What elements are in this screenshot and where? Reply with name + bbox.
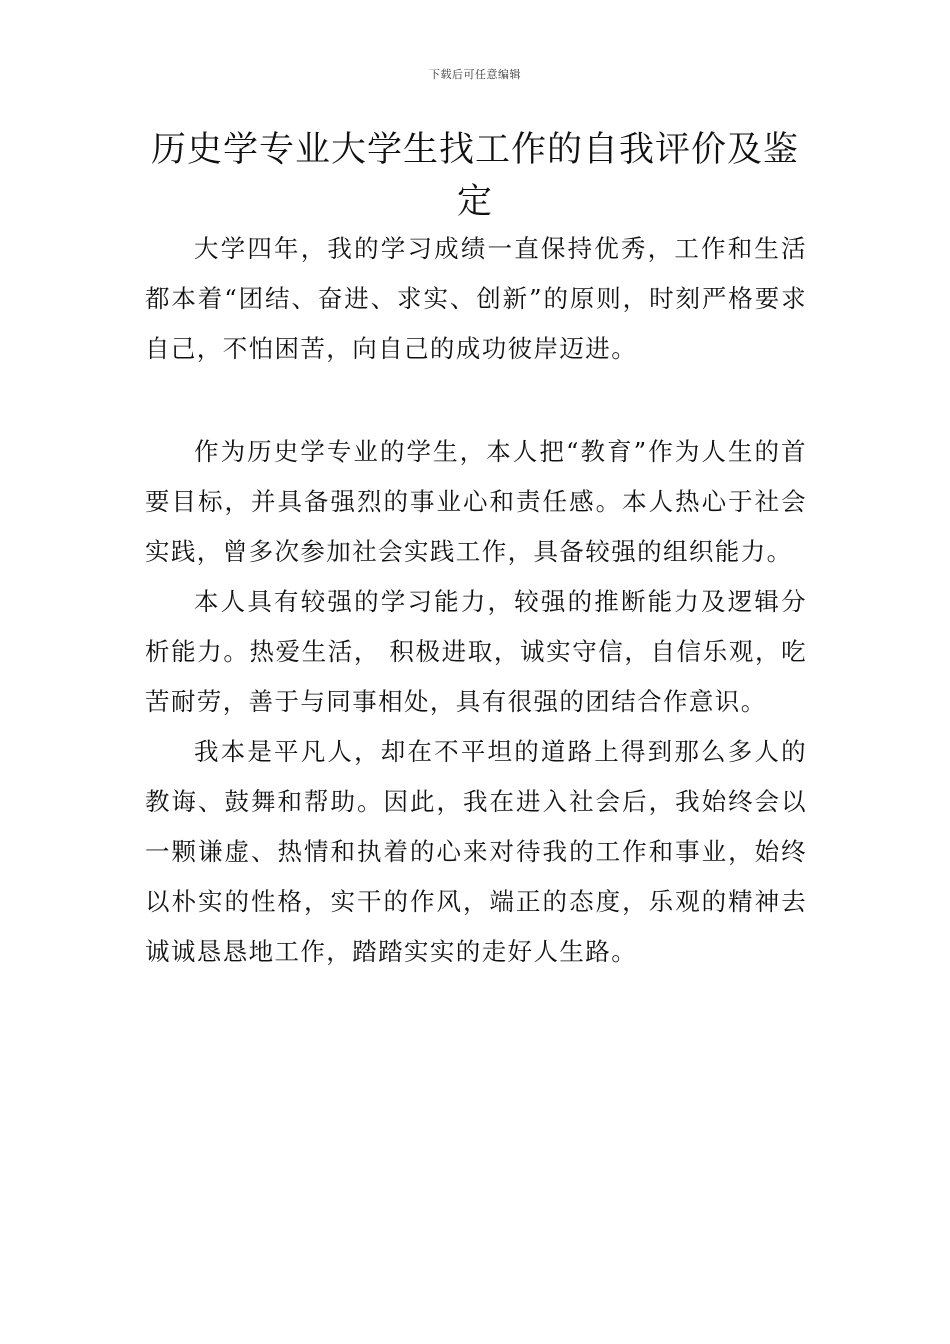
document-title: 历史学专业大学生找工作的自我评价及鉴定	[150, 130, 799, 222]
paragraph-3: 本人具有较强的学习能力，较强的推断能力及逻辑分析能力。热爱生活， 积极进取，诚实守信，自信乐观，吃苦耐劳，善于与同事相处，具有很强的团结合作意识。	[145, 587, 807, 716]
document-body	[145, 224, 807, 977]
paragraph-2: 作为历史学专业的学生，本人把“教育”作为人生的首要目标，并具备强烈的事业心和责任感。本人热心于社会实践，曾多次参加社会实践工作，具备较强的组织能力。	[145, 437, 807, 566]
paragraph-4: 我本是平凡人，却在不平坦的道路上得到那么多人的教诲、鼓舞和帮助。因此，我在进入社会后，我始终会以一颗谦虚、热情和执着的心来对待我的工作和事业，始终以朴实的性格，实干的作风，端正的态度，乐观的精神去诚诚恳恳地工作，踏踏实实的走好人生路。	[145, 737, 807, 966]
header-note: 下载后可任意编辑	[429, 68, 521, 81]
paragraph-1: 大学四年，我的学习成绩一直保持优秀，工作和生活都本着“团结、奋进、求实、创新”的原则，时刻严格要求自己，不怕困苦，向自己的成功彼岸迈进。	[145, 234, 807, 363]
